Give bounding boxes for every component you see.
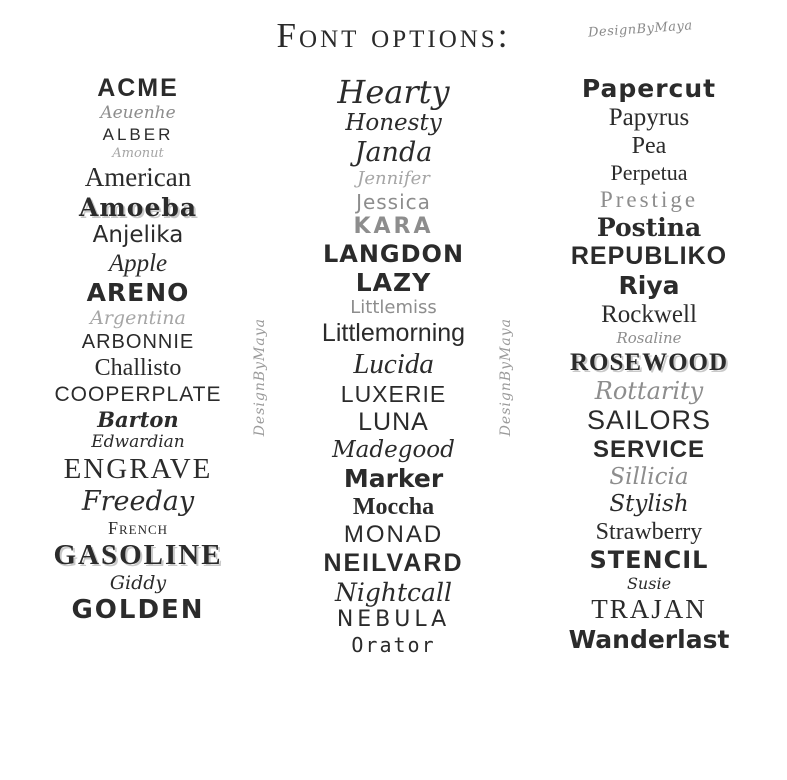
font-sample: Wanderlast: [568, 625, 730, 654]
font-sample: SAILORS: [586, 405, 712, 435]
font-sample: TRAJAN: [591, 594, 707, 624]
font-sample: ARBONNIE: [81, 331, 195, 353]
font-sample: American: [84, 162, 192, 192]
font-sample: Apple: [108, 250, 168, 277]
font-sample: NEBULA: [336, 607, 451, 632]
font-sample: LUXERIE: [340, 381, 447, 407]
font-sample: GOLDEN: [71, 595, 205, 625]
font-sample: Aeuenhe: [100, 103, 176, 123]
font-sample: Anjelika: [92, 222, 184, 248]
font-sample: Littlemorning: [321, 319, 466, 347]
font-sample: Orator: [351, 633, 436, 657]
font-columns: [0, 62, 787, 659]
column-1: [22, 76, 254, 659]
font-sample: Sillicia: [609, 464, 689, 490]
font-sample: LUNA: [358, 408, 429, 436]
font-sample: French: [107, 518, 169, 538]
font-sample: Madegood: [332, 437, 455, 463]
font-sample: Freeday: [81, 486, 195, 517]
font-sample: REPUBLIKO: [570, 242, 728, 270]
font-sample: Argentina: [90, 307, 186, 329]
vertical-watermark-right: DesignByMaya: [498, 318, 514, 437]
font-sample: Riya: [618, 271, 680, 300]
font-sample: LANGDON: [322, 240, 465, 268]
font-sample: Janda: [354, 137, 433, 168]
font-sample: KARA: [353, 214, 434, 239]
font-sample: NEILVARD: [323, 549, 464, 577]
brand-watermark: DesignByMaya: [587, 18, 694, 41]
font-sample: Postina: [596, 213, 702, 242]
font-sample: Rosaline: [616, 329, 682, 347]
font-sample: Papercut: [581, 74, 717, 103]
font-sample: Giddy: [109, 572, 167, 594]
font-sample: ROSEWOOD: [569, 349, 729, 376]
font-sample: Nightcall: [335, 578, 452, 607]
column-2: [274, 73, 514, 659]
page-title: Font options:: [276, 16, 511, 55]
font-sample: LAZY: [355, 268, 432, 297]
column-3: [533, 76, 765, 659]
font-sample: Rockwell: [601, 301, 697, 328]
font-sample: ENGRAVE: [63, 453, 213, 485]
font-sample: ARENO: [86, 278, 190, 307]
font-sample: Lucida: [353, 348, 434, 380]
font-sample: Rottarity: [594, 377, 704, 405]
font-sample: Marker: [343, 464, 444, 493]
font-sample: GASOLINE: [53, 539, 223, 571]
font-sample: Littlemiss: [350, 297, 437, 318]
font-sample: ALBER: [102, 125, 174, 144]
font-sample: Barton: [97, 407, 179, 432]
font-sample: Moccha: [352, 494, 435, 520]
font-sample: Amoeba: [78, 193, 198, 222]
font-sample: Hearty: [337, 73, 450, 111]
font-sample: STENCIL: [589, 546, 709, 574]
font-sample: Jennifer: [357, 168, 430, 189]
vertical-watermark-left: DesignByMaya: [252, 318, 268, 437]
font-sample: Papyrus: [608, 104, 690, 131]
font-sample: MONAD: [343, 521, 444, 548]
font-sample: SERVICE: [593, 436, 705, 463]
font-sample: Jessica: [356, 190, 431, 214]
font-sample: Amonut: [112, 146, 164, 161]
font-sample: ACME: [97, 74, 179, 102]
header: [0, 0, 787, 62]
font-sample: Honesty: [345, 110, 442, 136]
font-sample: Perpetua: [610, 160, 688, 185]
font-sample: Pea: [631, 133, 667, 159]
font-sample: Edwardian: [91, 432, 185, 452]
font-sample: Susie: [626, 574, 672, 593]
font-sample: Challisto: [94, 355, 182, 381]
font-sample: Strawberry: [595, 519, 703, 545]
font-sample: Prestige: [599, 187, 699, 212]
font-sample: COOPERPLATE: [54, 383, 222, 406]
font-sample: Stylish: [609, 491, 689, 517]
